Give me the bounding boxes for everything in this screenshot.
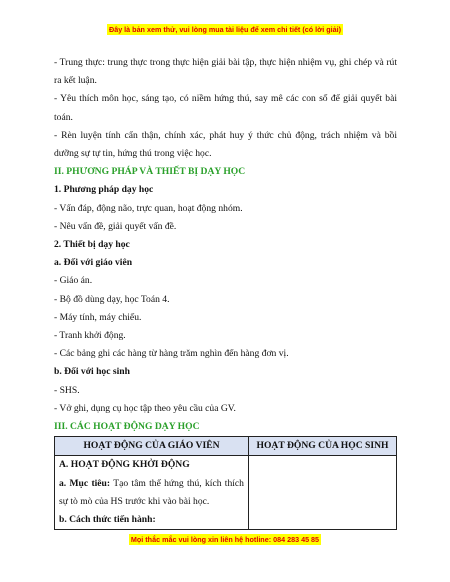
preview-banner <box>0 25 450 34</box>
method-item: - Nêu vấn đề, giải quyết vấn đề. <box>54 220 177 232</box>
teacher-item: - Máy tính, máy chiếu. <box>54 311 142 323</box>
goal-text: Tạo tâm thế hứng thú, kích thích sự tò mò của HS trước khi vào bài học. <box>59 477 244 507</box>
heading-teaching-methods: 1. Phương pháp dạy học <box>54 184 154 196</box>
heading-equipment: 2. Thiết bị dạy học <box>54 239 130 251</box>
activity-method: b. Cách thức tiến hành: <box>59 514 156 526</box>
hotline-banner <box>0 535 450 544</box>
paragraph-honesty: - Trung thực: trung thực trong thực hiện giải bài tập, thực hiện nhiệm vụ, ghi chép và rút ra kết luận. <box>54 57 397 87</box>
teacher-item: - Giáo án. <box>54 275 93 287</box>
paragraph-passion: - Yêu thích môn học, sáng tạo, có niềm hứng thú, say mê các con số để giải quyết bài toán. <box>54 93 397 123</box>
table-header-row <box>55 437 397 456</box>
hotline-banner-text: Mọi thắc mắc vui lòng xin liên hệ hotline: 084 283 45 85 <box>130 535 320 544</box>
activity-goal <box>59 475 244 511</box>
teacher-activity-cell <box>55 456 249 530</box>
activities-table <box>54 436 397 530</box>
section-heading-methods: II. PHƯƠNG PHÁP VÀ THIẾT BỊ DẠY HỌC <box>54 166 246 178</box>
student-activity-cell <box>249 456 397 530</box>
heading-for-student: b. Đối với học sinh <box>54 366 130 378</box>
header-teacher-activities: HOẠT ĐỘNG CỦA GIÁO VIÊN <box>55 437 249 456</box>
teacher-item: - Bộ đồ dùng dạy, học Toán 4. <box>54 293 170 305</box>
paragraph-carefulness: - Rèn luyện tính cẩn thận, chính xác, phát huy ý thức chủ động, trách nhiệm và bồi dưỡng sự tự tin, hứng thú trong việc học. <box>54 129 397 160</box>
preview-banner-text: Đây là bản xem thử, vui lòng mua tài liệu để xem chi tiết (có lời giải) <box>109 25 341 34</box>
goal-label: a. Mục tiêu: <box>59 477 111 489</box>
method-item: - Vấn đáp, động não, trực quan, hoạt động nhóm. <box>54 202 243 214</box>
student-item: - SHS. <box>54 384 80 396</box>
header-student-activities: HOẠT ĐỘNG CỦA HỌC SINH <box>249 437 397 456</box>
teacher-item: - Tranh khởi động. <box>54 330 126 342</box>
student-item: - Vở ghi, dụng cụ học tập theo yêu cầu của GV. <box>54 402 236 414</box>
activity-a-title: A. HOẠT ĐỘNG KHỞI ĐỘNG <box>59 459 190 471</box>
teacher-item: - Các bảng ghi các hàng từ hàng trăm nghìn đến hàng đơn vị. <box>54 348 289 360</box>
heading-for-teacher: a. Đối với giáo viên <box>54 257 133 269</box>
table-row <box>55 456 397 530</box>
section-heading-activities: III. CÁC HOẠT ĐỘNG DẠY HỌC <box>54 421 200 433</box>
document-body <box>54 54 397 530</box>
